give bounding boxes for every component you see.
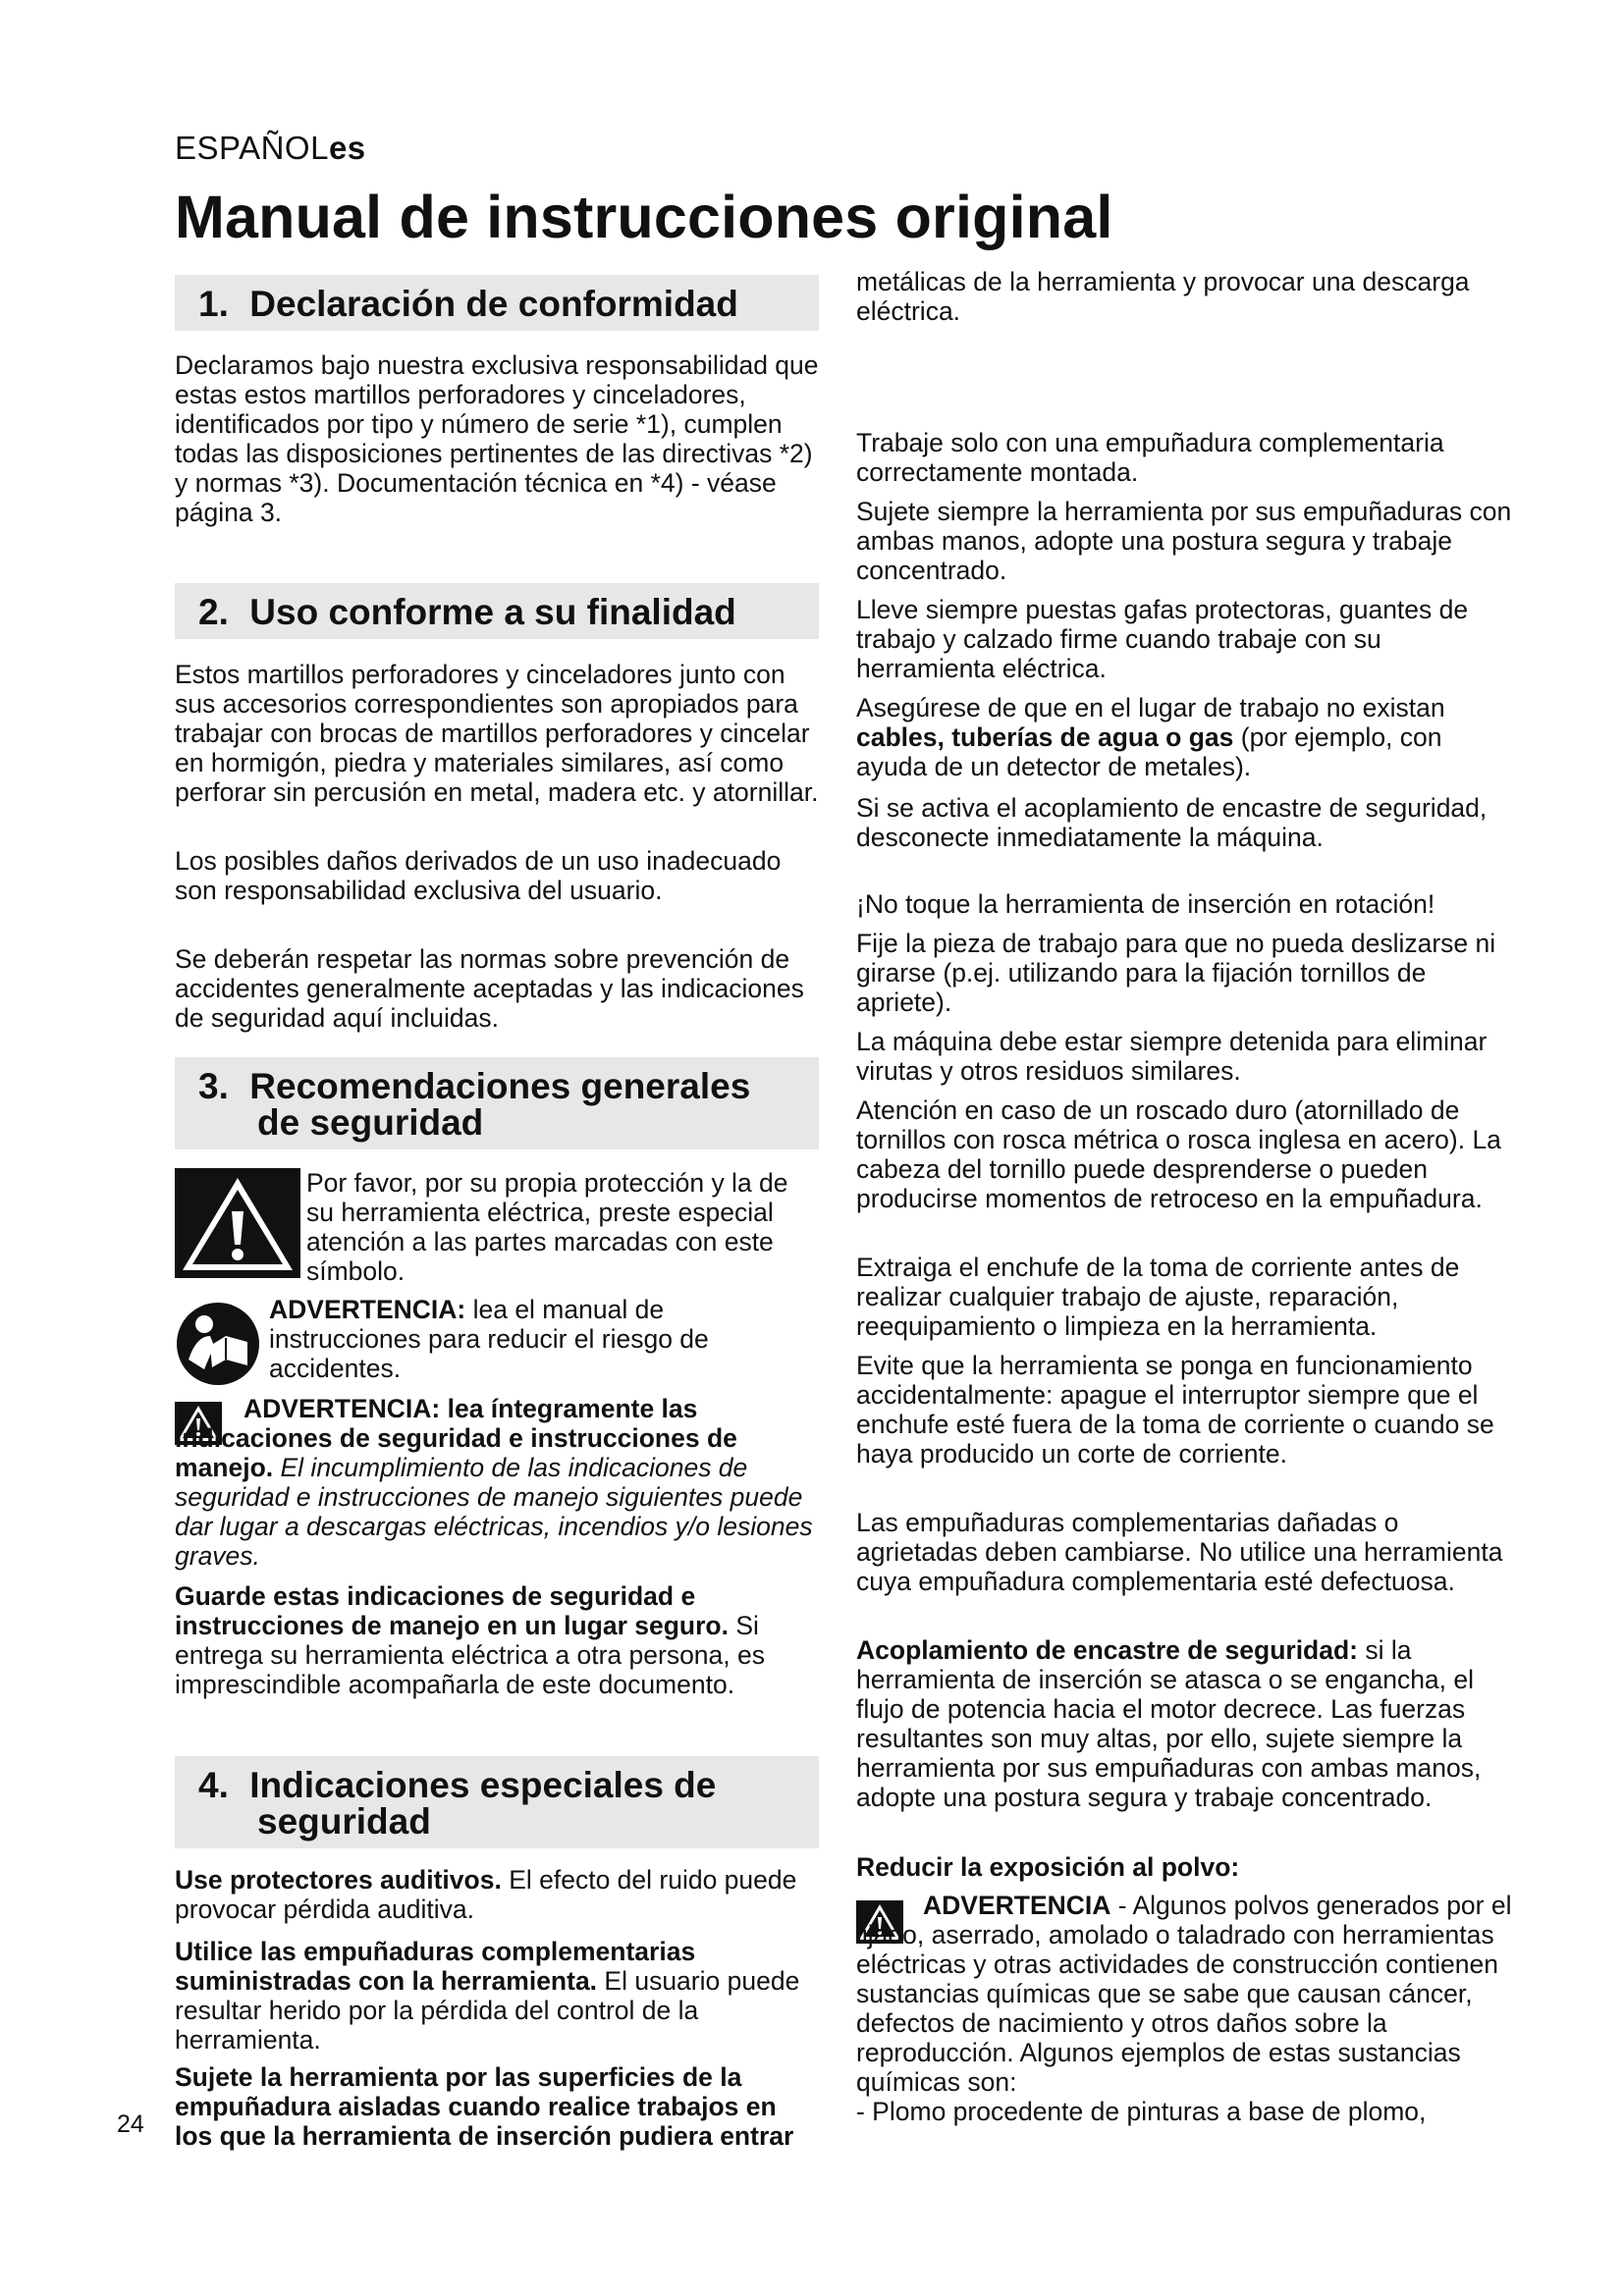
page-title: Manual de instrucciones original — [175, 184, 1113, 250]
page-number: 24 — [117, 2110, 144, 2138]
insulated-grip-note-continued: metálicas de la herramienta y provocar una descarga eléctrica. — [856, 267, 1470, 326]
section-1-heading: 1. Declaración de conformidad — [175, 275, 819, 331]
warning-symbol-note: Por favor, por su propia protección y la de su herramienta eléctrica, preste especial atención a las partes marcadas con este símbolo. — [306, 1168, 788, 1286]
section-2-paragraph-3: Se deberán respetar las normas sobre prevención de accidentes generalmente aceptadas y las indicaciones de seguridad aquí incluidas. — [175, 944, 804, 1033]
safety-instructions-warning: ADVERTENCIA: lea íntegramente las indicaciones de seguridad e instrucciones de manejo. El incumplimiento de las indicaciones de seguridad e instrucciones de manejo siguientes puede dar lugar a descargas eléctricas, incendios y/o lesiones graves. — [175, 1394, 813, 1571]
keep-instructions-note: Guarde estas indicaciones de seguridad e instrucciones de manejo en un lugar seguro. Si entrega su herramienta eléctrica a otra persona, es imprescindible acompañarla de este documento. — [175, 1581, 765, 1699]
safety-clutch-note: Si se activa el acoplamiento de encastre de seguridad, desconecte inmediatamente la máquina. — [856, 793, 1488, 852]
lead-paint-item: - Plomo procedente de pinturas a base de plomo, — [856, 2097, 1427, 2126]
read-manual-icon — [175, 1301, 261, 1387]
language-label: ESPAÑOLes — [175, 130, 366, 166]
section-4-heading: 4. Indicaciones especiales de seguridad — [175, 1756, 819, 1848]
unplug-note: Extraiga el enchufe de la toma de corriente antes de realizar cualquier trabajo de ajuste, reparación, reequipamiento o limpieza en la herramienta. — [856, 1253, 1460, 1341]
protective-gear-note: Lleve siempre puestas gafas protectoras, guantes de trabajo y calzado firme cuando trabaje con su herramienta eléctrica. — [856, 595, 1469, 683]
section-2-paragraph-1: Estos martillos perforadores y cinceladores junto con sus accesorios correspondientes son apropiados para trabajar con brocas de martillos perforadores y cincelar en hormigón, piedra y materiales similares, así como perforar sin percusión en metal, madera etc. y atornillar. — [175, 660, 819, 807]
warning-triangle-icon — [175, 1168, 300, 1278]
accidental-start-note: Evite que la herramienta se ponga en funcionamiento accidentalmente: apague el interruptor siempre que el enchufe esté fuera de la toma de corriente o cuando se haya producido un corte de corriente. — [856, 1351, 1494, 1468]
safety-clutch-explanation: Acoplamiento de encastre de seguridad: si la herramienta de inserción se atasca o se engancha, el flujo de potencia hacia el motor decrece. Las fuerzas resultantes son muy altas, por ello, sujete siempre la herramienta por sus empuñaduras con ambas manos, adopte una postura segura y trabaje concentrado. — [856, 1635, 1482, 1812]
damaged-handle-note: Las empuñaduras complementarias dañadas o agrietadas deben cambiarse. No utilice una herramienta cuya empuñadura complementaria esté defectuosa. — [856, 1508, 1503, 1596]
mounted-handle-note: Trabaje solo con una empuñadura complementaria correctamente montada. — [856, 428, 1444, 487]
dust-warning-text: ADVERTENCIA - Algunos polvos generados por el lijado, aserrado, amolado o taladrado con herramientas eléctricas y otras actividades de construcción contienen sustancias químicas que se sabe que causan cáncer, defectos de nacimiento y otros daños sobre la reproducción. Algunos ejemplos de estas sustancias químicas son: — [856, 1891, 1512, 2097]
read-manual-warning: ADVERTENCIA: lea el manual de instrucciones para reducir el riesgo de accidentes. — [269, 1295, 709, 1383]
rotating-tool-note: ¡No toque la herramienta de inserción en rotación! — [856, 889, 1435, 919]
hard-screwdriving-note: Atención en caso de un roscado duro (atornillado de tornillos con rosca métrica o rosca inglesa en acero). La cabeza del tornillo puede desprenderse o pueden producirse momentos de retroceso en la empuñadura. — [856, 1095, 1501, 1213]
section-2-heading: 2. Uso conforme a su finalidad — [175, 583, 819, 639]
remove-chips-note: La máquina debe estar siempre detenida para eliminar virutas y otros residuos similares. — [856, 1027, 1488, 1086]
auxiliary-handle-note: Utilice las empuñaduras complementarias suministradas con la herramienta. El usuario puede resultar herido por la pérdida del control de la herramienta. — [175, 1937, 800, 2055]
hearing-protection-note: Use protectores auditivos. El efecto del ruido puede provocar pérdida auditiva. — [175, 1865, 797, 1924]
insulated-grip-note-start: Sujete la herramienta por las superficies de la empuñadura aisladas cuando realice trabajos en los que la herramienta de inserción pudiera entrar — [175, 2062, 794, 2151]
section-2-paragraph-2: Los posibles daños derivados de un uso inadecuado son responsabilidad exclusiva del usuario. — [175, 846, 782, 905]
section-1-text: Declaramos bajo nuestra exclusiva responsabilidad que estas estos martillos perforadores y cinceladores, identificados por tipo y número de serie *1), cumplen todas las disposiciones pertinentes de las directivas *2) y normas *3). Documentación técnica en *4) - véase página 3. — [175, 350, 819, 527]
dust-exposure-heading: Reducir la exposición al polvo: — [856, 1852, 1240, 1882]
hidden-lines-note: Asegúrese de que en el lugar de trabajo no existan cables, tuberías de agua o gas (por ejemplo, con ayuda de un detector de metales). — [856, 693, 1445, 781]
both-hands-note: Sujete siempre la herramienta por sus empuñaduras con ambas manos, adopte una postura segura y trabaje concentrado. — [856, 497, 1512, 585]
secure-workpiece-note: Fije la pieza de trabajo para que no pueda deslizarse ni girarse (p.ej. utilizando para la fijación tornillos de apriete). — [856, 929, 1496, 1017]
section-3-heading: 3. Recomendaciones generales de seguridad — [175, 1057, 819, 1149]
